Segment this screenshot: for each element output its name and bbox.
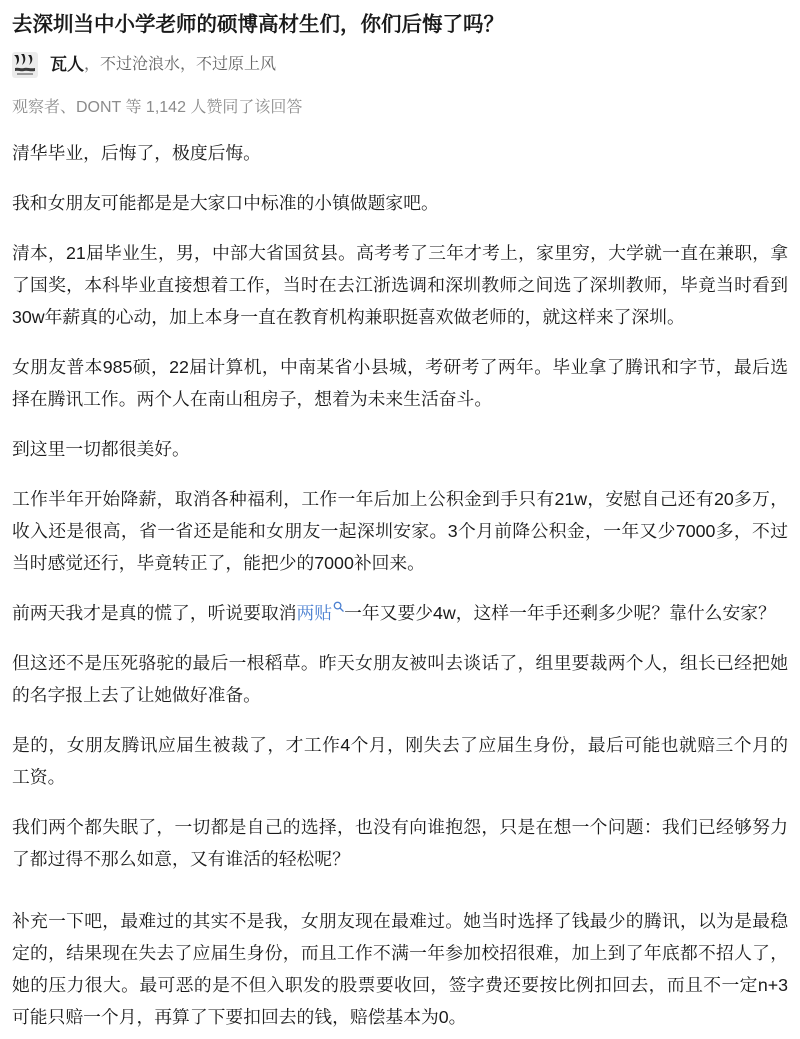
- paragraph-line: 我们两个都失眠了，一切都是自己的选择，也没有向谁抱怨，只是在想一个问题：我们已经够努力: [12, 817, 788, 837]
- paragraph-line: 了国奖，本科毕业直接想着工作，当时在去江浙选调和深圳教师之间选了深圳教师，毕竟当时看到: [12, 275, 788, 295]
- paragraph-line: [12, 597, 788, 629]
- paragraph-line: 工资。: [12, 767, 66, 787]
- answer-paragraph: [12, 597, 788, 629]
- author-name[interactable]: 瓦人: [50, 55, 84, 74]
- paragraph-line: 清华毕业，后悔了，极度后悔。: [12, 143, 261, 163]
- search-icon[interactable]: [333, 601, 344, 612]
- author-separator: ，: [84, 56, 101, 73]
- answer-paragraph: [12, 483, 788, 579]
- avatar-image-icon[interactable]: [12, 52, 38, 78]
- paragraph-line: 定的，结果现在失去了应届生身份，而且工作不满一年参加校招很难，加上到了年底都不招人了，: [12, 943, 788, 963]
- paragraph-line: 到这里一切都很美好。: [12, 439, 190, 459]
- paragraph-line: 当时感觉还行，毕竟转正了，能把少的7000补回来。: [12, 553, 425, 573]
- question-title[interactable]: 去深圳当中小学老师的硕博高材生们，你们后悔了吗？: [12, 13, 504, 36]
- paragraph-line: 女朋友普本985硕，22届计算机，中南某省小县城，考研考了两年。毕业拿了腾讯和字节，最后选: [12, 357, 788, 377]
- upvote-summary[interactable]: 观察者、DONT 等 1,142 人赞同了该回答: [12, 99, 303, 116]
- line-text-before-link: 前两天我才是真的慌了，听说要取消: [12, 603, 297, 623]
- paragraph-line: 工作半年开始降薪，取消各种福利，工作一年后加上公积金到手只有21w，安慰自己还有20多万，: [12, 489, 788, 509]
- paragraph-line: 是的，女朋友腾讯应届生被裁了，才工作4个月，刚失去了应届生身份，最后可能也就赔三个月的: [12, 735, 788, 755]
- answer-paragraph: [12, 811, 788, 875]
- search-keyword-text[interactable]: 两贴: [296, 603, 333, 623]
- answer-paragraph: [12, 237, 788, 333]
- answer-paragraph: [12, 351, 788, 415]
- answer-paragraph: [12, 729, 788, 793]
- line-text-after-link: 一年又要少4w，这样一年手还剩多少呢？靠什么安家？: [344, 603, 776, 623]
- avatar[interactable]: [12, 52, 38, 78]
- search-keyword-link[interactable]: [297, 603, 345, 623]
- answer-content: [12, 137, 788, 1033]
- answer-paragraph: [12, 137, 788, 169]
- paragraph-line: 可能只赔一个月，再算了下要扣回去的钱，赔偿基本为0。: [12, 1007, 467, 1027]
- answer-paragraph-supplement: [12, 905, 788, 1033]
- paragraph-line: 她的压力很大。最可恶的是不但入职发的股票要收回，签字费还要按比例扣回去，而且不一定n+3: [12, 975, 788, 995]
- answer-paragraph: [12, 647, 788, 711]
- paragraph-line: 清本，21届毕业生，男，中部大省国贫县。高考考了三年才考上，家里穷，大学就一直在兼职，拿: [12, 243, 788, 263]
- paragraph-line: 了都过得不那么如意，又有谁活的轻松呢？: [12, 849, 350, 869]
- paragraph-line: 的名字报上去了让她做好准备。: [12, 685, 261, 705]
- author-headline: 不过沧浪水，不过原上风: [100, 56, 277, 73]
- paragraph-line: 但这还不是压死骆驼的最后一根稻草。昨天女朋友被叫去谈话了，组里要裁两个人，组长已经把她: [12, 653, 788, 673]
- answer-paragraph: [12, 433, 788, 465]
- paragraph-line: 补充一下吧，最难过的其实不是我，女朋友现在最难过。她当时选择了钱最少的腾讯，以为是最稳: [12, 911, 788, 931]
- paragraph-line: 收入还是很高，省一省还是能和女朋友一起深圳安家。3个月前降公积金，一年又少7000多，不过: [12, 521, 788, 541]
- paragraph-line: 我和女朋友可能都是是大家口中标准的小镇做题家吧。: [12, 193, 439, 213]
- author-info: [12, 52, 276, 78]
- paragraph-line: 30w年薪真的心动，加上本身一直在教育机构兼职挺喜欢做老师的，就这样来了深圳。: [12, 307, 685, 327]
- answer-paragraph: [12, 187, 788, 219]
- paragraph-line: 择在腾讯工作。两个人在南山租房子，想着为未来生活奋斗。: [12, 389, 493, 409]
